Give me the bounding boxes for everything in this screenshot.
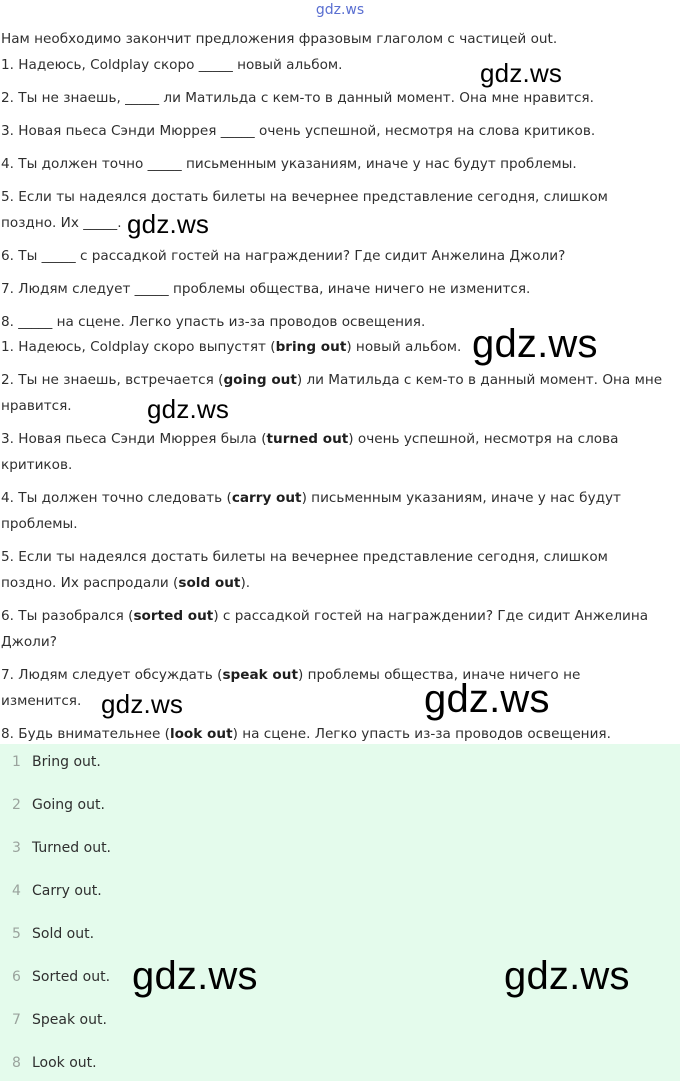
answer-text: Sorted out.: [32, 969, 111, 985]
answer-phrase: sorted out: [133, 608, 214, 624]
answer-phrase: turned out: [266, 431, 349, 447]
answers-panel: [0, 744, 680, 1081]
task-text: Нам необходимо закончит предложения фразовым глаголом с частицей out.: [1, 31, 558, 47]
solution-line: критиков.: [1, 457, 73, 473]
solution-line: 3. Новая пьеса Сэнди Мюррея была (turned out) очень успешной, несмотря на слова: [1, 431, 619, 447]
solution-line: 8. Будь внимательнее (look out) на сцене. Легко упасть из-за проводов освещения.: [1, 726, 611, 742]
answer-number: 8: [12, 1055, 21, 1071]
answer-number: 2: [12, 797, 21, 813]
watermark: gdz.ws: [132, 954, 258, 998]
answer-phrase: speak out: [222, 667, 298, 683]
watermark: gdz.ws: [504, 954, 630, 998]
solution-line: 6. Ты разобрался (sorted out) с рассадкой гостей на награждении? Где сидит Анжелина: [1, 608, 649, 624]
solution-line: 7. Людям следует обсуждать (speak out) проблемы общества, иначе ничего не: [1, 667, 581, 683]
answer-text: Look out.: [32, 1055, 97, 1071]
solution-line: 4. Ты должен точно следовать (carry out) письменным указаниям, иначе у нас будут: [1, 490, 621, 506]
question-4: 4. Ты должен точно _____ письменным указаниям, иначе у нас будут проблемы.: [1, 156, 577, 172]
answer-phrase: going out: [223, 372, 297, 388]
solution-line: Джоли?: [1, 634, 57, 650]
answer-phrase: bring out: [275, 339, 347, 355]
question-8: 8. _____ на сцене. Легко упасть из-за проводов освещения.: [1, 314, 426, 330]
answer-number: 6: [12, 969, 21, 985]
solution-line: нравится.: [1, 398, 72, 414]
solution-line: изменится.: [1, 693, 82, 709]
watermark: gdz.ws: [472, 322, 598, 366]
watermark: gdz.ws: [147, 394, 230, 424]
question-2: 2. Ты не знаешь, _____ ли Матильда с кем-то в данный момент. Она мне нравится.: [1, 90, 594, 106]
question-5-cont: поздно. Их _____.: [1, 215, 122, 231]
question-3: 3. Новая пьеса Сэнди Мюррея _____ очень успешной, несмотря на слова критиков.: [1, 123, 596, 139]
answer-number: 4: [12, 883, 21, 899]
solution-line: 5. Если ты надеялся достать билеты на вечернее представление сегодня, слишком: [1, 549, 608, 565]
watermark: gdz.ws: [424, 677, 550, 721]
answer-number: 5: [12, 926, 21, 942]
answer-number: 3: [12, 840, 21, 856]
solution-line: поздно. Их распродали (sold out).: [1, 575, 251, 591]
question-1: 1. Надеюсь, Coldplay скоро _____ новый альбом.: [1, 57, 343, 73]
answer-text: Going out.: [32, 797, 105, 813]
answer-phrase: look out: [169, 726, 233, 742]
answer-number: 7: [12, 1012, 21, 1028]
watermark: gdz.ws: [127, 209, 210, 239]
solution-line: 1. Надеюсь, Coldplay скоро выпустят (bring out) новый альбом.: [1, 339, 462, 355]
answer-text: Turned out.: [32, 840, 112, 856]
site-link[interactable]: gdz.ws: [315, 2, 365, 18]
watermark: gdz.ws: [480, 58, 563, 88]
answer-text: Speak out.: [32, 1012, 107, 1028]
answer-text: Bring out.: [32, 754, 101, 770]
answer-phrase: carry out: [231, 490, 302, 506]
answer-text: Sold out.: [32, 926, 95, 942]
question-5: 5. Если ты надеялся достать билеты на вечернее представление сегодня, слишком: [1, 189, 608, 205]
watermark: gdz.ws: [101, 689, 184, 719]
solution-line: 2. Ты не знаешь, встречается (going out) ли Матильда с кем-то в данный момент. Она мне: [1, 372, 663, 388]
question-6: 6. Ты _____ с рассадкой гостей на награждении? Где сидит Анжелина Джоли?: [1, 248, 566, 264]
solution-line: проблемы.: [1, 516, 78, 532]
question-7: 7. Людям следует _____ проблемы общества, иначе ничего не изменится.: [1, 281, 531, 297]
answer-phrase: sold out: [178, 575, 241, 591]
answer-number: 1: [12, 754, 21, 770]
answer-text: Carry out.: [32, 883, 102, 899]
